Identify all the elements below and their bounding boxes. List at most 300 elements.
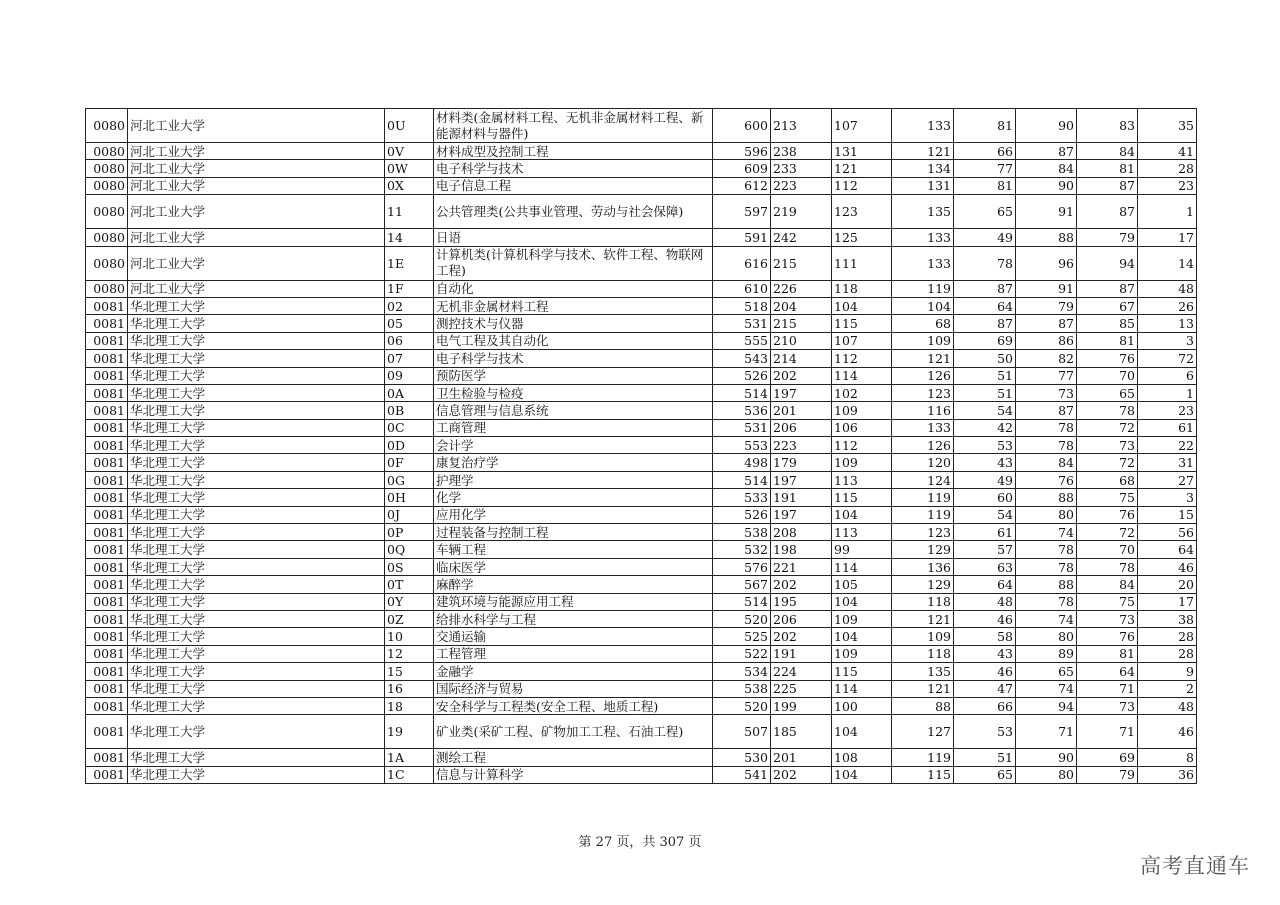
rank-cell: 20 [1138,576,1197,593]
school-code-cell: 0081 [86,663,128,680]
major-name-cell: 计算机类(计算机科学与技术、软件工程、物联网工程) [434,246,713,280]
total-score-cell: 610 [713,280,771,297]
score-cell: 215 [771,315,832,332]
table-row [86,367,1197,384]
major-name-cell: 工商管理 [434,419,713,436]
major-name-cell: 化学 [434,489,713,506]
score-cell: 87 [1077,177,1138,194]
school-name-cell: 华北理工大学 [128,576,385,593]
score-cell: 75 [1077,593,1138,610]
score-cell: 113 [832,524,892,541]
total-score-cell: 612 [713,177,771,194]
school-code-cell: 0081 [86,680,128,697]
major-code-cell: 0Q [385,541,434,558]
rank-cell: 48 [1138,280,1197,297]
major-name-cell: 过程装备与控制工程 [434,524,713,541]
score-cell: 75 [1077,489,1138,506]
school-name-cell: 华北理工大学 [128,350,385,367]
major-name-cell: 电子科学与技术 [434,350,713,367]
score-cell: 115 [892,766,954,783]
score-cell: 94 [1016,697,1077,714]
score-cell: 198 [771,541,832,558]
table-row [86,195,1197,229]
total-score-cell: 532 [713,541,771,558]
table-row [86,645,1197,662]
score-cell: 115 [832,489,892,506]
score-cell: 60 [954,489,1016,506]
score-cell: 233 [771,160,832,177]
score-cell: 73 [1077,610,1138,627]
table-row [86,437,1197,454]
major-code-cell: 12 [385,645,434,662]
score-cell: 58 [954,628,1016,645]
score-cell: 42 [954,419,1016,436]
school-code-cell: 0081 [86,437,128,454]
major-name-cell: 电气工程及其自动化 [434,332,713,349]
score-cell: 79 [1016,297,1077,314]
table-row [86,177,1197,194]
score-cell: 199 [771,697,832,714]
score-cell: 74 [1016,680,1077,697]
school-name-cell: 华北理工大学 [128,506,385,523]
table-row [86,143,1197,160]
total-score-cell: 600 [713,109,771,143]
score-cell: 202 [771,766,832,783]
score-cell: 90 [1016,109,1077,143]
total-score-cell: 533 [713,489,771,506]
school-name-cell: 华北理工大学 [128,680,385,697]
score-cell: 67 [1077,297,1138,314]
rank-cell: 2 [1138,680,1197,697]
score-cell: 134 [892,160,954,177]
school-code-cell: 0080 [86,109,128,143]
major-name-cell: 国际经济与贸易 [434,680,713,697]
page-number: 第 27 页，共 307 页 [578,835,702,850]
score-cell: 206 [771,419,832,436]
table-row [86,471,1197,488]
school-name-cell: 华北理工大学 [128,766,385,783]
score-cell: 133 [892,246,954,280]
table-row [86,350,1197,367]
major-name-cell: 信息与计算科学 [434,766,713,783]
score-cell: 112 [832,437,892,454]
table-row [86,749,1197,766]
score-cell: 84 [1016,454,1077,471]
school-code-cell: 0081 [86,610,128,627]
school-code-cell: 0081 [86,315,128,332]
school-name-cell: 华北理工大学 [128,471,385,488]
score-cell: 72 [1077,524,1138,541]
score-cell: 81 [954,109,1016,143]
table-row [86,663,1197,680]
score-cell: 76 [1077,506,1138,523]
score-cell: 73 [1077,437,1138,454]
score-cell: 74 [1016,524,1077,541]
total-score-cell: 538 [713,680,771,697]
school-code-cell: 0080 [86,229,128,246]
score-cell: 119 [892,280,954,297]
score-cell: 119 [892,506,954,523]
score-cell: 179 [771,454,832,471]
score-cell: 238 [771,143,832,160]
total-score-cell: 526 [713,367,771,384]
score-cell: 221 [771,558,832,575]
score-cell: 43 [954,645,1016,662]
rank-cell: 72 [1138,350,1197,367]
score-cell: 63 [954,558,1016,575]
score-cell: 213 [771,109,832,143]
score-cell: 78 [1077,402,1138,419]
major-name-cell: 安全科学与工程类(安全工程、地质工程) [434,697,713,714]
score-cell: 135 [892,195,954,229]
major-code-cell: 0S [385,558,434,575]
school-name-cell: 华北理工大学 [128,384,385,401]
rank-cell: 1 [1138,384,1197,401]
rank-cell: 28 [1138,628,1197,645]
total-score-cell: 553 [713,437,771,454]
school-name-cell: 河北工业大学 [128,229,385,246]
table-row [86,297,1197,314]
school-code-cell: 0081 [86,766,128,783]
school-name-cell: 华北理工大学 [128,645,385,662]
score-cell: 197 [771,471,832,488]
table-row [86,402,1197,419]
score-cell: 64 [1077,663,1138,680]
score-cell: 87 [1077,195,1138,229]
rank-cell: 64 [1138,541,1197,558]
score-cell: 89 [1016,645,1077,662]
score-cell: 118 [892,645,954,662]
total-score-cell: 531 [713,419,771,436]
major-code-cell: 0D [385,437,434,454]
school-code-cell: 0081 [86,628,128,645]
school-name-cell: 华北理工大学 [128,610,385,627]
score-cell: 90 [1016,177,1077,194]
score-cell: 185 [771,715,832,749]
table-row [86,332,1197,349]
rank-cell: 41 [1138,143,1197,160]
score-cell: 133 [892,229,954,246]
school-code-cell: 0081 [86,697,128,714]
table-row [86,384,1197,401]
score-cell: 64 [954,576,1016,593]
score-cell: 109 [892,332,954,349]
rank-cell: 23 [1138,402,1197,419]
score-cell: 104 [832,506,892,523]
table-row [86,160,1197,177]
score-cell: 53 [954,437,1016,454]
score-cell: 204 [771,297,832,314]
score-cell: 50 [954,350,1016,367]
total-score-cell: 591 [713,229,771,246]
score-cell: 118 [892,593,954,610]
school-code-cell: 0081 [86,367,128,384]
score-cell: 224 [771,663,832,680]
rank-cell: 38 [1138,610,1197,627]
score-cell: 225 [771,680,832,697]
total-score-cell: 530 [713,749,771,766]
major-code-cell: 15 [385,663,434,680]
major-name-cell: 公共管理类(公共事业管理、劳动与社会保障) [434,195,713,229]
major-code-cell: 05 [385,315,434,332]
score-cell: 202 [771,576,832,593]
total-score-cell: 616 [713,246,771,280]
score-cell: 109 [892,628,954,645]
score-cell: 84 [1077,143,1138,160]
score-cell: 84 [1077,576,1138,593]
score-cell: 83 [1077,109,1138,143]
score-cell: 65 [954,766,1016,783]
major-name-cell: 卫生检验与检疫 [434,384,713,401]
table-row [86,489,1197,506]
score-cell: 80 [1016,506,1077,523]
score-cell: 107 [832,109,892,143]
score-cell: 79 [1077,766,1138,783]
school-code-cell: 0081 [86,419,128,436]
score-cell: 71 [1077,680,1138,697]
major-name-cell: 无机非金属材料工程 [434,297,713,314]
school-code-cell: 0081 [86,558,128,575]
score-cell: 118 [832,280,892,297]
table-row [86,246,1197,280]
table-row [86,558,1197,575]
score-cell: 77 [954,160,1016,177]
rank-cell: 61 [1138,419,1197,436]
rank-cell: 56 [1138,524,1197,541]
total-score-cell: 576 [713,558,771,575]
score-cell: 54 [954,402,1016,419]
score-cell: 72 [1077,419,1138,436]
major-code-cell: 0W [385,160,434,177]
total-score-cell: 541 [713,766,771,783]
score-cell: 123 [892,384,954,401]
major-code-cell: 09 [385,367,434,384]
major-code-cell: 14 [385,229,434,246]
score-cell: 206 [771,610,832,627]
school-code-cell: 0081 [86,471,128,488]
score-cell: 82 [1016,350,1077,367]
score-cell: 68 [1077,471,1138,488]
total-score-cell: 522 [713,645,771,662]
table-row [86,715,1197,749]
major-code-cell: 11 [385,195,434,229]
rank-cell: 36 [1138,766,1197,783]
score-cell: 121 [892,350,954,367]
score-cell: 71 [1016,715,1077,749]
score-cell: 109 [832,454,892,471]
school-name-cell: 华北理工大学 [128,402,385,419]
score-cell: 121 [892,143,954,160]
score-cell: 215 [771,246,832,280]
table-row [86,766,1197,783]
school-code-cell: 0080 [86,246,128,280]
major-code-cell: 02 [385,297,434,314]
score-cell: 197 [771,384,832,401]
score-cell: 223 [771,177,832,194]
table-row [86,680,1197,697]
major-code-cell: 07 [385,350,434,367]
score-cell: 66 [954,697,1016,714]
score-cell: 66 [954,143,1016,160]
score-cell: 104 [832,766,892,783]
school-name-cell: 华北理工大学 [128,541,385,558]
watermark: 高考直通车 [1140,854,1250,878]
score-cell: 81 [1077,160,1138,177]
score-cell: 46 [954,610,1016,627]
score-cell: 81 [1077,645,1138,662]
score-cell: 226 [771,280,832,297]
score-cell: 51 [954,367,1016,384]
score-cell: 80 [1016,628,1077,645]
score-cell: 191 [771,489,832,506]
score-cell: 125 [832,229,892,246]
school-code-cell: 0081 [86,749,128,766]
score-cell: 78 [954,246,1016,280]
major-name-cell: 测绘工程 [434,749,713,766]
table-row [86,628,1197,645]
score-cell: 109 [832,610,892,627]
score-cell: 88 [1016,229,1077,246]
score-cell: 115 [832,315,892,332]
total-score-cell: 543 [713,350,771,367]
table-row [86,697,1197,714]
major-code-cell: 0B [385,402,434,419]
rank-cell: 15 [1138,506,1197,523]
major-code-cell: 19 [385,715,434,749]
score-cell: 191 [771,645,832,662]
score-cell: 46 [954,663,1016,680]
table-row [86,109,1197,143]
school-code-cell: 0081 [86,541,128,558]
score-cell: 121 [832,160,892,177]
total-score-cell: 514 [713,593,771,610]
score-cell: 80 [1016,766,1077,783]
major-code-cell: 06 [385,332,434,349]
school-code-cell: 0081 [86,715,128,749]
school-name-cell: 华北理工大学 [128,628,385,645]
major-code-cell: 0F [385,454,434,471]
school-name-cell: 华北理工大学 [128,454,385,471]
rank-cell: 3 [1138,489,1197,506]
score-cell: 65 [1077,384,1138,401]
score-cell: 112 [832,177,892,194]
school-code-cell: 0080 [86,143,128,160]
score-cell: 124 [892,471,954,488]
major-code-cell: 0Z [385,610,434,627]
score-cell: 43 [954,454,1016,471]
score-cell: 81 [1077,332,1138,349]
score-cell: 79 [1077,229,1138,246]
score-cell: 78 [1016,437,1077,454]
score-cell: 104 [832,715,892,749]
score-cell: 127 [892,715,954,749]
major-code-cell: 1A [385,749,434,766]
score-cell: 73 [1077,697,1138,714]
score-cell: 65 [954,195,1016,229]
school-name-cell: 华北理工大学 [128,697,385,714]
score-cell: 87 [1016,402,1077,419]
score-cell: 109 [832,402,892,419]
score-cell: 106 [832,419,892,436]
score-cell: 114 [832,367,892,384]
score-cell: 119 [892,749,954,766]
rank-cell: 6 [1138,367,1197,384]
school-name-cell: 华北理工大学 [128,593,385,610]
major-name-cell: 电子科学与技术 [434,160,713,177]
score-cell: 73 [1016,384,1077,401]
major-code-cell: 0P [385,524,434,541]
total-score-cell: 596 [713,143,771,160]
major-code-cell: 0V [385,143,434,160]
major-code-cell: 0T [385,576,434,593]
score-cell: 113 [832,471,892,488]
score-cell: 91 [1016,195,1077,229]
rank-cell: 3 [1138,332,1197,349]
school-name-cell: 河北工业大学 [128,246,385,280]
total-score-cell: 525 [713,628,771,645]
score-cell: 202 [771,367,832,384]
major-code-cell: 0G [385,471,434,488]
school-name-cell: 华北理工大学 [128,367,385,384]
major-name-cell: 临床医学 [434,558,713,575]
score-cell: 69 [954,332,1016,349]
major-code-cell: 0C [385,419,434,436]
score-cell: 208 [771,524,832,541]
rank-cell: 46 [1138,715,1197,749]
major-name-cell: 护理学 [434,471,713,488]
score-cell: 116 [892,402,954,419]
major-code-cell: 18 [385,697,434,714]
score-cell: 123 [892,524,954,541]
score-cell: 133 [892,419,954,436]
major-code-cell: 0Y [385,593,434,610]
score-cell: 76 [1016,471,1077,488]
rank-cell: 22 [1138,437,1197,454]
table-row [86,593,1197,610]
school-name-cell: 河北工业大学 [128,160,385,177]
major-code-cell: 0X [385,177,434,194]
score-cell: 91 [1016,280,1077,297]
major-code-cell: 1C [385,766,434,783]
major-name-cell: 材料成型及控制工程 [434,143,713,160]
score-cell: 49 [954,229,1016,246]
score-cell: 126 [892,367,954,384]
table-row [86,541,1197,558]
rank-cell: 17 [1138,593,1197,610]
school-name-cell: 华北理工大学 [128,663,385,680]
score-cell: 104 [832,593,892,610]
rank-cell: 48 [1138,697,1197,714]
table-row [86,524,1197,541]
school-name-cell: 河北工业大学 [128,109,385,143]
score-cell: 87 [1016,315,1077,332]
score-cell: 121 [892,680,954,697]
score-cell: 78 [1077,558,1138,575]
school-name-cell: 河北工业大学 [128,280,385,297]
score-cell: 121 [892,610,954,627]
total-score-cell: 514 [713,471,771,488]
score-cell: 107 [832,332,892,349]
score-cell: 53 [954,715,1016,749]
rank-cell: 28 [1138,160,1197,177]
total-score-cell: 567 [713,576,771,593]
major-name-cell: 材料类(金属材料工程、无机非金属材料工程、新能源材料与器件) [434,109,713,143]
score-cell: 197 [771,506,832,523]
score-cell: 85 [1077,315,1138,332]
score-cell: 88 [892,697,954,714]
rank-cell: 9 [1138,663,1197,680]
total-score-cell: 507 [713,715,771,749]
